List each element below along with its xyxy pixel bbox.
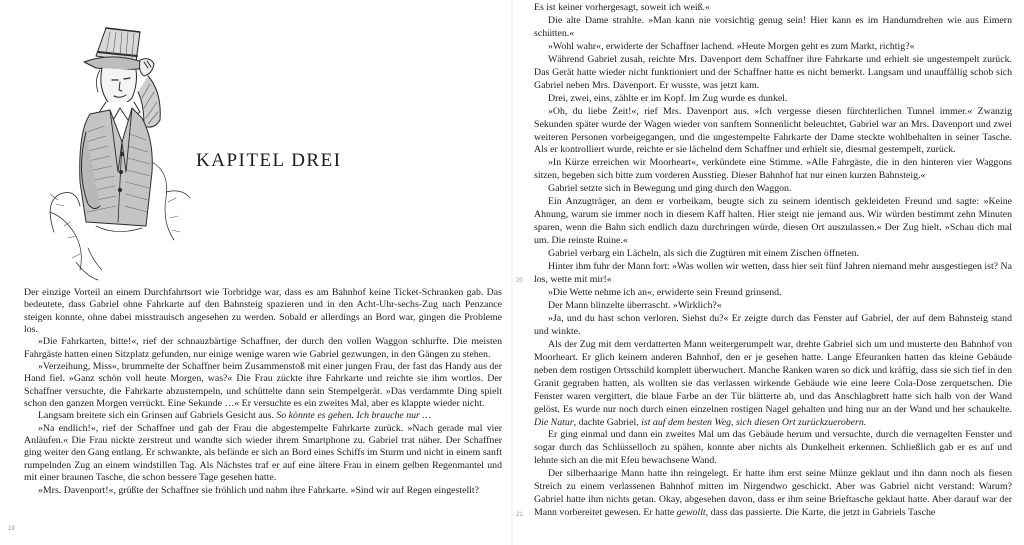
paragraph: Ein Anzugträger, an dem er vorbeikam, beugte sich zu seinem identisch gekleideten Freund und sagte: »Keine Ahnung, warum sie immer noch in diesem Kaff halten. Hier steigt nie jemand aus. Wir würden bestimmt zehn Minuten sparen, wenn die Bahn sich endlich dazu durchringen würde, diesen Ort auszulassen.« Der Zug hielt. »Schau dich mal um. Die reinste Ruine.« (534, 196, 1012, 247)
paragraph: »Oh, du liebe Zeit!«, rief Mrs. Davenport aus. »Ich vergesse diesen fürchterlichen Tunnel immer.« Zwanzig Sekunden später wurde der Wagen wieder von sanftem Sonnenlicht beleuchtet, Gabriel war an Mrs. Davenport und zwei weiteren Personen vorbeigegangen, und die ungestempelte Fahrkarte der Dame steckte wohlbehalten in seiner Tasche. Als er kontrolliert wurde, reichte er sie lächelnd dem Schaffner und erhielt sie, diesmal gestempelt, zurück. (534, 105, 1012, 156)
paragraph: »Na endlich!«, rief der Schaffner und gab der Frau die abgestempelte Fahrkarte zurück. »Nach gerade mal vier Anläufen.« Die Frau nickte zerstreut und wandte sich wieder ihrem Smartphone zu. Gabriel trat näher. Der Schaffner ging weiter den Gang entlang. Er schwankte, als befände er sich an Bord eines Schiffs im Sturm und nicht in einem sanft rumpelnden Zug an einem windstillen Tag. Als Nächstes traf er auf eine ältere Frau in einem gelben Regenmantel und mit einer braunen Tasche, die schon bessere Tage gesehen hatte. (24, 422, 502, 484)
paragraph (534, 339, 1012, 430)
paragraph: »Mrs. Davenport!«, grüßte der Schaffner sie fröhlich und nahm ihre Fahrkarte. »Sind wir auf Regen eingestellt? (38, 484, 480, 496)
paragraph-italic-text: So könnte es gehen. Ich brauche nur … (276, 410, 432, 422)
paragraph: Hinter ihm fuhr der Mann fort: »Was wollen wir wetten, dass hier seit fünf Jahren niemand mehr ausgestiegen ist? Na los, wette mit mir!« (534, 261, 1012, 286)
paragraph-text: Langsam breitete sich ein Grinsen auf Gabriels Gesicht aus. (38, 410, 277, 422)
paragraph-text: , dass das passierte. Die Karte, die jetzt in Gabriels Tasche (705, 507, 936, 519)
paragraph: »Ja, und du hast schon verloren. Siehst du?« Er zeigte durch das Fenster auf Gabriel, der auf dem Bahnsteig stand und winkte. (534, 312, 1012, 337)
paragraph: »In Kürze erreichen wir Moorheart«, verkündete eine Stimme. »Alle Fahrgäste, die in den hinteren vier Waggons sitzen, begeben sich bitte zum vorderen Ausstieg. Dieser Bahnhof hat nur einen kurzen Bahnsteig.« (534, 157, 1012, 182)
line-number: 19 (8, 526, 15, 532)
paragraph: Er ging einmal und dann ein zweites Mal um das Gebäude herum und versuchte, durch die vernagelten Fenster und sogar durch das Schlüsselloch zu spähen, konnte aber nichts als Dunkelheit erkennen. Schließlich gab er es auf und lehnte sich an die mit Efeu bewachsene Wand. (534, 429, 1012, 467)
paragraph: Gabriel setzte sich in Bewegung und ging durch den Waggon. (548, 183, 792, 195)
paragraph: Gabriel verbarg ein Lächeln, als sich die Zugtüren mit einem Zischen öffneten. (548, 248, 859, 260)
paragraph: Während Gabriel zusah, reichte Mrs. Davenport dem Schaffner ihre Fahrkarte und erhielt sie ungestempelt zurück. Das Gerät hatte wieder nicht funktioniert und der Schaffner hatte es nicht bemerkt. Langsam und unauffällig schob sich Gabriel neben Mrs. Davenport. Er wusste, was jetzt kam. (534, 53, 1012, 91)
paragraph (24, 410, 502, 422)
paragraph: »Die Wette nehme ich an«, erwiderte sein Freund grinsend. (548, 286, 782, 298)
line-number: 20 (516, 278, 523, 284)
paragraph: »Verzeihung, Miss«, brummelte der Schaffner beim Zusammenstoß mit einer jungen Frau, der fast das Handy aus der Hand fiel. »Ganz schön voll heute Morgen, was?« Die Frau zückte ihre Fahrkarte und reichte sie ihm wortlos. Der Schaffner versuchte, die Fahrkarte abzustempeln, und schüttelte dann sein Stempelgerät. »Das verdammte Ding spielt schon den ganzen Morgen verrückt. Eine Sekunde …« Er versuchte es ein zweites Mal, aber es klappte wieder nicht. (24, 361, 502, 410)
paragraph-text: Als der Zug mit dem verdatterten Mann weitergerumpelt war, drehte Gabriel sich um und musterte den Bahnhof von Moorheart. Er glich keinem anderen Bahnhof, den er je gesehen hatte. Lange Efeuranken hatten das kleine Gebäude neben dem rostigen Ortsschild komplett überwuchert. Manche Ranken waren so dick und kräftig, dass sie sich tief in den Granit gegraben hatten, als wollten sie das verlassen wirkende Gebäude wie eine leere Cola-Dose zerquetschen. Die Fenster waren vergittert, die blaue Farbe an der Tür blätterte ab, und das Anschlagbrett hatte sich halb von der Wand gelöst. Es wurde nur noch durch einen einzelnen rostigen Nagel gehalten und hing nur an der Wand und her schaukelte. (534, 338, 1012, 415)
paragraph: Die alte Dame strahlte. »Man kann nie vorsichtig genug sein! Hier kann es im Handumdrehen wie aus Eimern schütten.« (534, 14, 1012, 39)
paragraph: Es ist keiner vorhergesagt, soweit ich weiß.« (534, 2, 710, 13)
paragraph: Der einzige Vorteil an einem Durchfahrtsort wie Torbridge war, dass es am Bahnhof keine Ticket-Schranken gab. Das bedeutete, dass Gabriel ohne Fahrkarte auf den Bahnsteig spazieren und in den Acht-Uhr-sechs-Zug nach Penzance steigen konnte, ohne dabei misstrauisch angesehen zu werden. Sobald er allerdings an Bord war, gingen die Probleme los. (24, 287, 502, 336)
paragraph-italic-text: Die Natur (534, 416, 574, 428)
paragraph-text: , dachte Gabriel, (573, 416, 642, 428)
paragraph: Drei, zwei, eins, zählte er im Kopf. Im Zug wurde es dunkel. (548, 92, 788, 104)
paragraph: »Die Fahrkarten, bitte!«, rief der schnauzbärtige Schaffner, der durch den vollen Waggon schlurfte. Die meisten Fahrgäste hatten einen Sitzplatz gefunden, nur einige wenige waren wie Gabriel gezwungen, in den Gängen zu stehen. (24, 336, 502, 360)
paragraph-text: Der silberhaarige Mann hatte ihn reingelegt. Er hatte ihm erst seine Münze geklaut und ihn dann noch als fiesen Streich zu einem verlassenen Bahnhof mitten im Nirgendwo geschickt. Aber was Gabriel nicht verstand: Warum? Gabriel hatte ihm nichts getan. Okay, abgesehen davon, dass er ihm seine Brieftasche geklaut hatte. Aber darauf war der Mann vorbereitet gewesen. Er hatte (534, 468, 1012, 519)
paragraph: Der Mann blinzelte überrascht. »Wirklich?« (548, 299, 722, 311)
chapter-title: KAPITEL DREI (196, 150, 342, 171)
paragraph-italic-text: ist auf dem besten Weg, sich diesen Ort zurückzuerobern. (641, 416, 867, 428)
right-page (512, 0, 1024, 545)
line-number: 21 (516, 512, 523, 518)
gentleman-with-top-hat-illustration (36, 22, 196, 284)
left-page-text (24, 287, 502, 497)
right-page-text (534, 2, 1012, 520)
paragraph (534, 468, 1012, 520)
paragraph-italic-text: gewollt (676, 507, 706, 519)
paragraph: »Wohl wahr«, erwiderte der Schaffner lachend. »Heute Morgen geht es zum Markt, richtig?« (548, 40, 915, 52)
